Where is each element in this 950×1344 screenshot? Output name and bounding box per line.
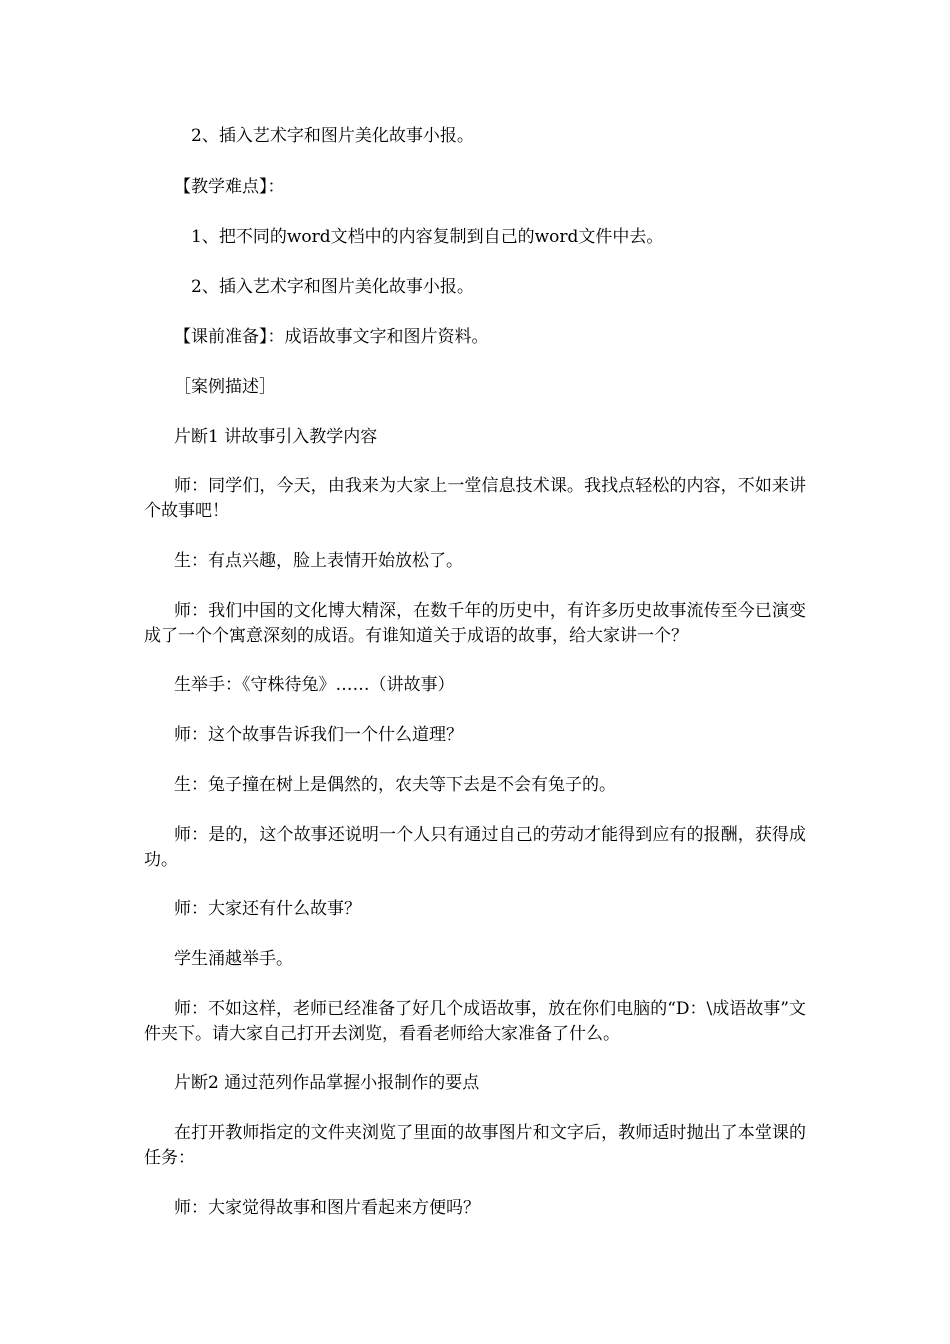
fragment-1-heading: 片断1 讲故事引入教学内容 xyxy=(174,427,378,447)
dialogue-paragraph: 师：这个故事告诉我们一个什么道理？ xyxy=(174,725,463,745)
dialogue-paragraph: 师：大家还有什么故事？ xyxy=(174,899,361,919)
dialogue-paragraph: 师：大家觉得故事和图片看起来方便吗？ xyxy=(174,1198,480,1218)
preparation-line: 【课前准备】：成语故事文字和图片资料。 xyxy=(174,327,489,347)
dialogue-paragraph: 生：有点兴趣，脸上表情开始放松了。 xyxy=(174,551,463,571)
dialogue-paragraph: 师：我们中国的文化博大精深，在数千年的历史中，有许多历史故事流传至今已演变成了一个个寓意深刻的成语。有谁知道关于成语的故事，给大家讲一个？ xyxy=(144,601,806,646)
fragment-2-heading: 片断2 通过范列作品掌握小报制作的要点 xyxy=(174,1073,480,1093)
narrative-paragraph: 在打开教师指定的文件夹浏览了里面的故事图片和文字后，教师适时抛出了本堂课的任务： xyxy=(144,1123,806,1168)
key-point-item-2: 2、插入艺术字和图片美化故事小报。 xyxy=(191,126,474,146)
case-description-heading: ［案例描述］ xyxy=(174,377,276,397)
dialogue-paragraph: 师：是的，这个故事还说明一个人只有通过自己的劳动才能得到应有的报酬，获得成功。 xyxy=(144,825,806,870)
dialogue-paragraph: 师：同学们，今天，由我来为大家上一堂信息技术课。我找点轻松的内容，不如来讲个故事吧！ xyxy=(144,476,806,521)
dialogue-paragraph: 生举手：《守株待兔》……（讲故事） xyxy=(174,675,455,695)
difficulty-heading: 【教学难点】： xyxy=(174,177,285,197)
dialogue-paragraph: 学生涌越举手。 xyxy=(174,949,293,969)
dialogue-paragraph: 生：兔子撞在树上是偶然的，农夫等下去是不会有兔子的。 xyxy=(174,775,616,795)
dialogue-paragraph: 师：不如这样，老师已经准备了好几个成语故事，放在你们电脑的“D：\成语故事”文件夹下。请大家自己打开去浏览，看看老师给大家准备了什么。 xyxy=(144,999,806,1044)
difficulty-item-2: 2、插入艺术字和图片美化故事小报。 xyxy=(191,277,474,297)
difficulty-item-1: 1、把不同的word文档中的内容复制到自己的word文件中去。 xyxy=(191,227,664,247)
